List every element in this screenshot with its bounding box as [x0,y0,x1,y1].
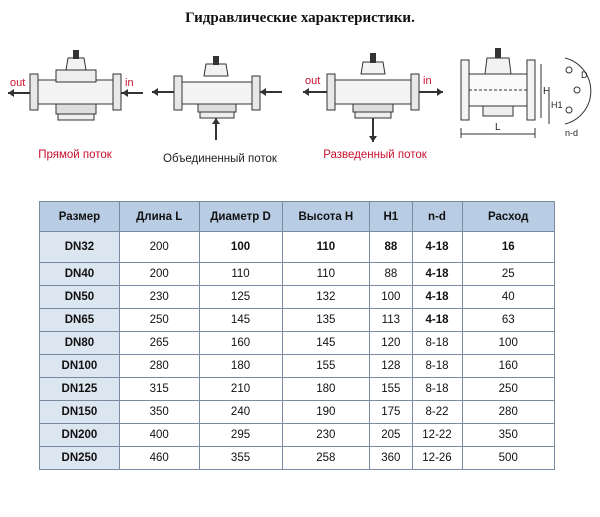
cell-nd: 4-18 [412,232,462,263]
cell-diameter: 125 [199,286,282,309]
cell-h1: 120 [370,332,412,355]
cell-nd: 8-22 [412,401,462,424]
col-header-length: Длина L [119,202,199,232]
cell-flow: 100 [462,332,555,355]
table-row [40,447,555,470]
cell-length: 250 [119,309,199,332]
valve-dimensions-drawing [455,44,595,144]
cell-nd: 8-18 [412,332,462,355]
cell-h1: 88 [370,263,412,286]
cell-length: 200 [119,263,199,286]
dim-l-label: L [495,122,501,133]
table-row [40,263,555,286]
cell-length: 315 [119,378,199,401]
cell-h1: 88 [370,232,412,263]
cell-length: 280 [119,355,199,378]
cell-nd: 8-18 [412,378,462,401]
cell-height: 110 [282,232,370,263]
caption-divided-flow: Разведенный поток [323,149,427,161]
cell-flow: 40 [462,286,555,309]
specs-table [39,201,555,470]
cell-diameter: 295 [199,424,282,447]
in-label: in [423,75,432,87]
table-row [40,332,555,355]
cell-height: 135 [282,309,370,332]
cell-size: DN200 [40,424,120,447]
cell-length: 200 [119,232,199,263]
cell-nd: 12-22 [412,424,462,447]
cell-h1: 175 [370,401,412,424]
table-row [40,378,555,401]
cell-height: 180 [282,378,370,401]
table-row [40,309,555,332]
table-row [40,355,555,378]
cell-flow: 16 [462,232,555,263]
cell-diameter: 160 [199,332,282,355]
cell-size: DN125 [40,378,120,401]
cell-size: DN250 [40,447,120,470]
cell-height: 230 [282,424,370,447]
cell-nd: 4-18 [412,263,462,286]
cell-h1: 113 [370,309,412,332]
cell-h1: 360 [370,447,412,470]
cell-size: DN32 [40,232,120,263]
cell-diameter: 355 [199,447,282,470]
out-label: out [10,77,26,89]
cell-size: DN80 [40,332,120,355]
table-row [40,286,555,309]
caption-combined-flow: Объединенный поток [163,153,277,165]
dim-h-label: H [543,86,551,97]
page-title: Гидравлические характеристики. [185,10,415,26]
cell-nd: 8-18 [412,355,462,378]
dim-nd-label: n-d [565,128,579,138]
out-label: out [305,75,321,87]
table-row [40,401,555,424]
cell-height: 155 [282,355,370,378]
cell-flow: 160 [462,355,555,378]
cell-height: 258 [282,447,370,470]
cell-diameter: 240 [199,401,282,424]
cell-diameter: 210 [199,378,282,401]
col-header-height: Высота H [282,202,370,232]
col-header-h1: H1 [370,202,412,232]
valve-diagram-direct [8,46,143,141]
cell-size: DN40 [40,263,120,286]
col-header-flow: Расход [462,202,555,232]
cell-size: DN65 [40,309,120,332]
cell-diameter: 145 [199,309,282,332]
cell-length: 265 [119,332,199,355]
cell-flow: 350 [462,424,555,447]
col-header-diameter: Диаметр D [199,202,282,232]
flow-diagrams [0,40,600,180]
cell-length: 350 [119,401,199,424]
cell-diameter: 110 [199,263,282,286]
caption-direct-flow: Прямой поток [38,149,112,161]
cell-height: 145 [282,332,370,355]
cell-size: DN100 [40,355,120,378]
cell-diameter: 180 [199,355,282,378]
dim-d-label: D [581,70,588,80]
cell-nd: 12-26 [412,447,462,470]
cell-length: 400 [119,424,199,447]
cell-nd: 4-18 [412,286,462,309]
table-row [40,424,555,447]
table-header-row [40,202,555,232]
valve-diagram-divided [303,50,443,145]
cell-h1: 205 [370,424,412,447]
in-label: in [125,77,134,89]
cell-size: DN150 [40,401,120,424]
col-header-nd: n-d [412,202,462,232]
cell-nd: 4-18 [412,309,462,332]
cell-height: 190 [282,401,370,424]
cell-flow: 25 [462,263,555,286]
cell-length: 460 [119,447,199,470]
cell-length: 230 [119,286,199,309]
cell-h1: 155 [370,378,412,401]
cell-height: 132 [282,286,370,309]
cell-flow: 250 [462,378,555,401]
table-row [40,232,555,263]
cell-flow: 63 [462,309,555,332]
cell-flow: 280 [462,401,555,424]
cell-diameter: 100 [199,232,282,263]
dim-h1-label: H1 [551,100,563,110]
cell-flow: 500 [462,447,555,470]
cell-size: DN50 [40,286,120,309]
cell-height: 110 [282,263,370,286]
valve-diagram-combined [152,54,282,144]
cell-h1: 100 [370,286,412,309]
col-header-size: Размер [40,202,120,232]
cell-h1: 128 [370,355,412,378]
